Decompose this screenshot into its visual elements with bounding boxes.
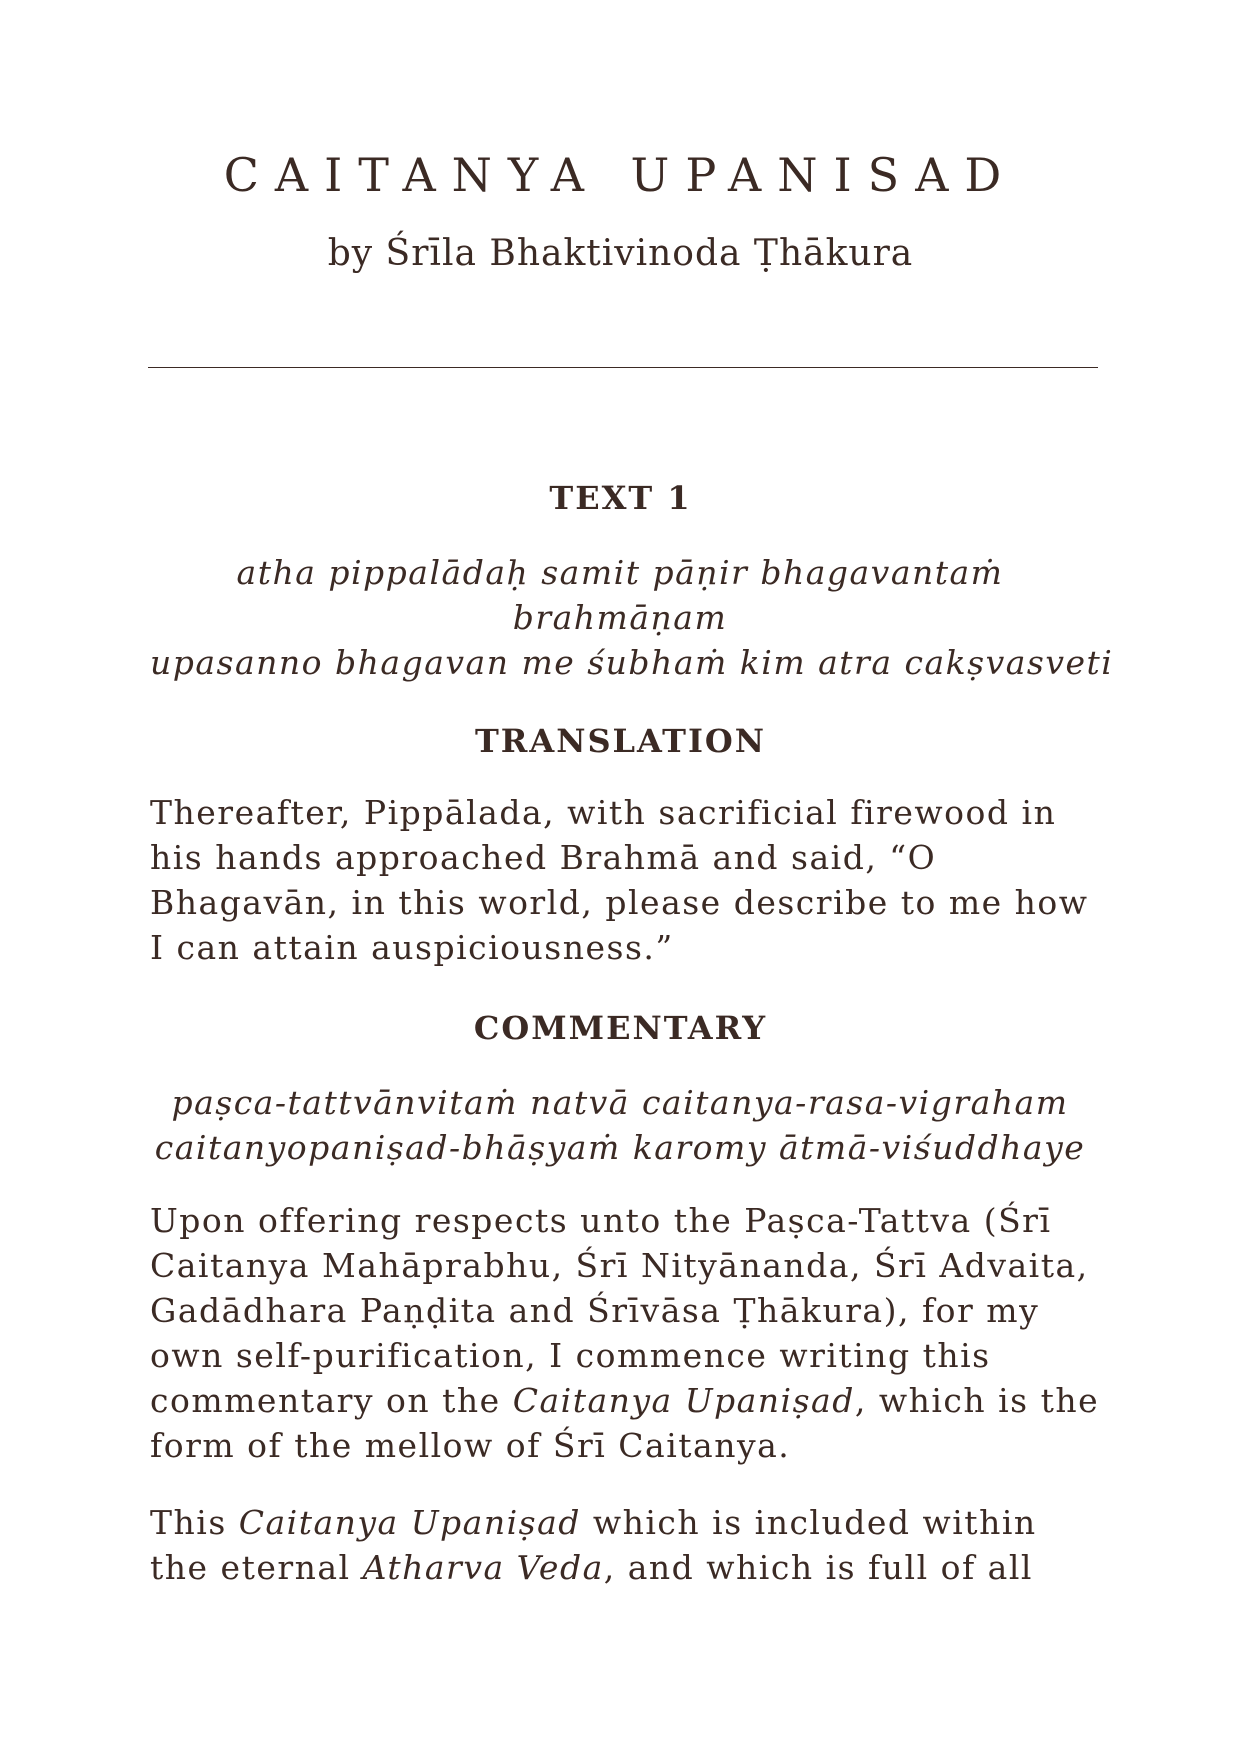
commentary-verse (150, 1080, 1090, 1170)
paragraph-line: form of the mellow of Śrī Caitanya. (150, 1426, 791, 1465)
line-text: This (150, 1503, 239, 1542)
paragraph-line: Gadādhara Paṇḍita and Śrīvāsa Ṭhākura), for my (150, 1291, 1040, 1330)
title-divider (148, 367, 1098, 368)
verse-line: brahmāṇam (512, 598, 728, 637)
translation-paragraph (150, 790, 1095, 970)
line-text: , and which is full of all (603, 1548, 1033, 1587)
paragraph-line: Caitanya Mahāprabhu, Śrī Nityānanda, Śrī Advaita, (150, 1246, 1089, 1285)
document-subtitle: by Śrīla Bhaktivinoda Ṭhākura (327, 233, 914, 274)
commentary-paragraph-2 (150, 1500, 1095, 1590)
paragraph-line: his hands approached Brahmā and said, “O (150, 838, 937, 877)
paragraph-line: Thereafter, Pippālada, with sacrificial firewood in (150, 793, 1057, 832)
text1-heading: TEXT 1 (549, 479, 692, 517)
book-title: Atharva Veda (362, 1548, 604, 1587)
verse-line: atha pippalādaḥ samit pāṇir bhagavantaṁ (236, 553, 1004, 592)
paragraph-line (150, 1500, 1095, 1545)
commentary-paragraph-1 (150, 1198, 1100, 1468)
paragraph-line: I can attain auspiciousness.” (150, 928, 674, 967)
book-title: Caitanya Upaniṣad (238, 1503, 581, 1542)
paragraph-line (150, 1545, 1095, 1590)
book-title: Caitanya Upaniṣad (512, 1381, 855, 1420)
paragraph-line: own self-purification, I commence writing this (150, 1336, 991, 1375)
text1-verse (150, 550, 1114, 685)
verse-line: caitanyopaniṣad-bhāṣyaṁ karomy ātmā-viśuddhaye (154, 1128, 1086, 1167)
verse-line: upasanno bhagavan me śubhaṁ kim atra cakṣvasveti (150, 643, 1114, 682)
commentary-heading: COMMENTARY (473, 1009, 768, 1047)
paragraph-line: Bhagavān, in this world, please describe to me how (150, 883, 1089, 922)
verse-line: paṣca-tattvānvitaṁ natvā caitanya-rasa-vigraham (171, 1083, 1069, 1122)
line-text: which is included within (580, 1503, 1037, 1542)
paragraph-line: Upon offering respects unto the Paṣca-Tattva (Śrī (150, 1201, 1052, 1240)
document-title: CAITANYA UPANISAD (223, 148, 1018, 202)
line-text: , which is the (854, 1381, 1100, 1420)
translation-heading: TRANSLATION (474, 722, 767, 760)
paragraph-line (150, 1378, 1100, 1423)
line-text: commentary on the (150, 1381, 513, 1420)
line-text: the eternal (150, 1548, 363, 1587)
